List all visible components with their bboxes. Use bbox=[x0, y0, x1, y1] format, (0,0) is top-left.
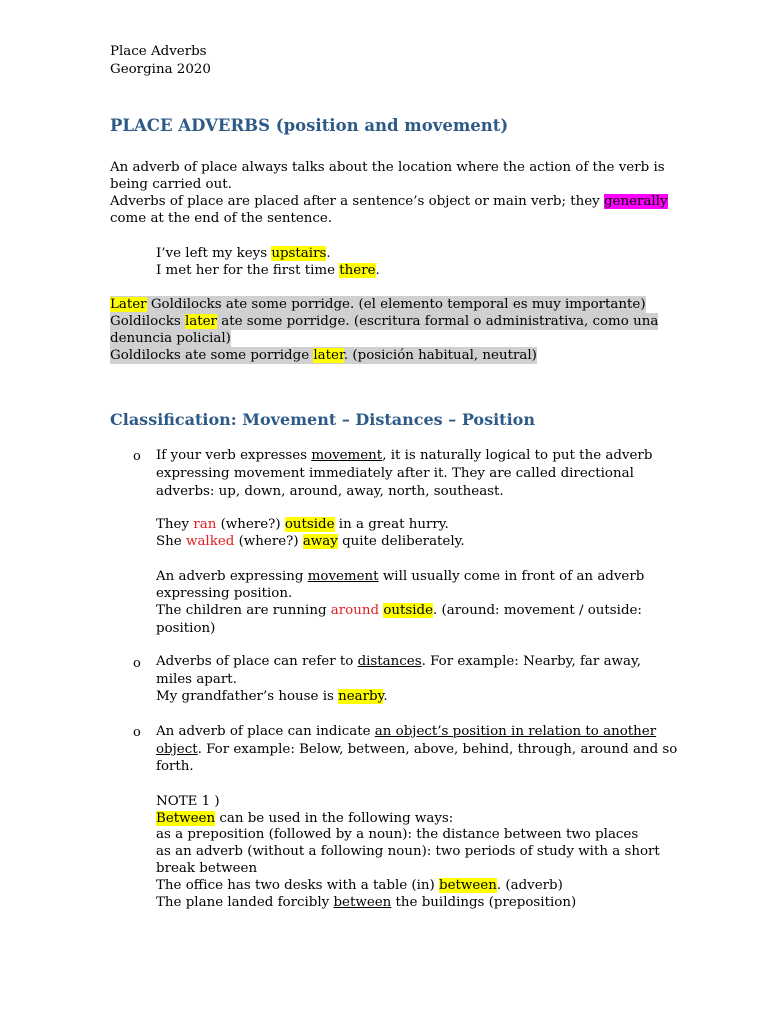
text: (where?) bbox=[234, 534, 303, 549]
highlight-yellow: away bbox=[302, 534, 338, 549]
underlined-text: movement bbox=[311, 448, 383, 463]
highlight-yellow: between bbox=[439, 878, 497, 893]
text: I’ve left my keys bbox=[156, 246, 272, 261]
bullet-line bbox=[156, 568, 644, 585]
highlight-yellow: later bbox=[184, 314, 217, 329]
example-line bbox=[156, 262, 380, 279]
text: Adverbs of place are placed after a sentence’s object or main verb; they bbox=[110, 194, 604, 209]
text: . (around: movement / outside: bbox=[433, 603, 642, 618]
bullet-icon: o bbox=[133, 449, 141, 464]
bullet-line bbox=[156, 723, 656, 740]
example-line bbox=[156, 516, 449, 533]
text: If your verb expresses bbox=[156, 448, 312, 463]
bullet-line: expressing position. bbox=[156, 586, 293, 601]
text: She bbox=[156, 534, 186, 549]
bullet-line: position) bbox=[156, 621, 216, 636]
example-line bbox=[156, 688, 388, 705]
highlight-yellow: Between bbox=[156, 811, 216, 826]
text: Goldilocks ate some porridge. (el elemento temporal es muy importante) bbox=[146, 297, 646, 312]
highlight-yellow: Later bbox=[110, 297, 147, 312]
text: quite deliberately. bbox=[337, 534, 465, 549]
text: . For example: Below, between, above, behind, through, around and so bbox=[197, 742, 678, 757]
bullet-line bbox=[156, 602, 642, 619]
text: The children are running bbox=[156, 603, 331, 618]
text: Goldilocks bbox=[110, 314, 185, 329]
bullet-line bbox=[156, 447, 652, 464]
text: The plane landed forcibly bbox=[156, 895, 334, 910]
note-line: break between bbox=[156, 861, 258, 876]
text: . (posición habitual, neutral) bbox=[343, 348, 537, 363]
highlight-yellow: upstairs bbox=[271, 246, 327, 261]
goldilocks-line: denuncia policial) bbox=[110, 331, 231, 346]
note-title: NOTE 1 ) bbox=[156, 794, 220, 809]
text: , it is naturally logical to put the adverb bbox=[382, 448, 653, 463]
bullet-line: forth. bbox=[156, 759, 194, 774]
example-line bbox=[156, 245, 331, 262]
red-adverb: around bbox=[330, 603, 380, 618]
text: can be used in the following ways: bbox=[215, 811, 454, 826]
note-line bbox=[156, 877, 563, 894]
underlined-text: object bbox=[156, 742, 198, 757]
highlight-yellow: there bbox=[339, 263, 376, 278]
intro-line: come at the end of the sentence. bbox=[110, 211, 333, 226]
text: . bbox=[326, 246, 331, 261]
note-line: as an adverb (without a following noun): two periods of study with a short bbox=[156, 844, 660, 859]
note-line: as a preposition (followed by a noun): the distance between two places bbox=[156, 827, 639, 842]
text: will usually come in front of an adverb bbox=[378, 569, 645, 584]
text: Goldilocks ate some porridge bbox=[110, 348, 314, 363]
goldilocks-line bbox=[110, 313, 658, 330]
bullet-line: miles apart. bbox=[156, 672, 237, 687]
bullet-line bbox=[156, 653, 641, 670]
text: I met her for the first time bbox=[156, 263, 340, 278]
text: They bbox=[156, 517, 194, 532]
bullet-line bbox=[156, 741, 677, 758]
underlined-text: movement bbox=[307, 569, 379, 584]
underlined-text: between bbox=[333, 895, 392, 910]
example-line bbox=[156, 533, 465, 550]
header-author: Georgina 2020 bbox=[110, 62, 211, 77]
goldilocks-line bbox=[110, 296, 646, 313]
note-line bbox=[156, 894, 576, 911]
text: The office has two desks with a table (in) bbox=[156, 878, 440, 893]
red-verb: ran bbox=[193, 517, 217, 532]
bullet-line: expressing movement immediately after it. They are called directional bbox=[156, 466, 634, 481]
section-title: Classification: Movement – Distances – Position bbox=[110, 410, 535, 429]
text: the buildings (preposition) bbox=[391, 895, 577, 910]
text: . For example: Nearby, far away, bbox=[421, 654, 642, 669]
underlined-text: an object’s position in relation to another bbox=[374, 724, 657, 739]
text: . bbox=[375, 263, 380, 278]
highlight-yellow: later bbox=[313, 348, 344, 363]
text: (where?) bbox=[216, 517, 285, 532]
bullet-line: adverbs: up, down, around, away, north, southeast. bbox=[156, 484, 504, 499]
text: . (adverb) bbox=[496, 878, 563, 893]
header-title: Place Adverbs bbox=[110, 44, 207, 59]
highlight-yellow: outside bbox=[383, 603, 434, 618]
page-title: PLACE ADVERBS (position and movement) bbox=[110, 116, 509, 135]
text: Adverbs of place can refer to bbox=[156, 654, 358, 669]
text: ate some porridge. (escritura formal o administrativa, como una bbox=[216, 314, 659, 329]
text: My grandfather’s house is bbox=[156, 689, 339, 704]
goldilocks-line bbox=[110, 347, 537, 364]
intro-line: An adverb of place always talks about the location where the action of the verb is bbox=[110, 160, 665, 175]
highlight-magenta: generally bbox=[603, 194, 668, 209]
highlight-yellow: outside bbox=[284, 517, 335, 532]
intro-line bbox=[110, 193, 668, 210]
text: . bbox=[383, 689, 388, 704]
underlined-text: distances bbox=[357, 654, 422, 669]
bullet-icon: o bbox=[133, 656, 141, 671]
text: An adverb expressing bbox=[156, 569, 308, 584]
text: An adverb of place can indicate bbox=[156, 724, 375, 739]
highlight-yellow: nearby bbox=[338, 689, 384, 704]
text: in a great hurry. bbox=[334, 517, 449, 532]
note-line bbox=[156, 810, 453, 827]
red-verb: walked bbox=[185, 534, 235, 549]
bullet-icon: o bbox=[133, 725, 141, 740]
intro-line: being carried out. bbox=[110, 177, 232, 192]
